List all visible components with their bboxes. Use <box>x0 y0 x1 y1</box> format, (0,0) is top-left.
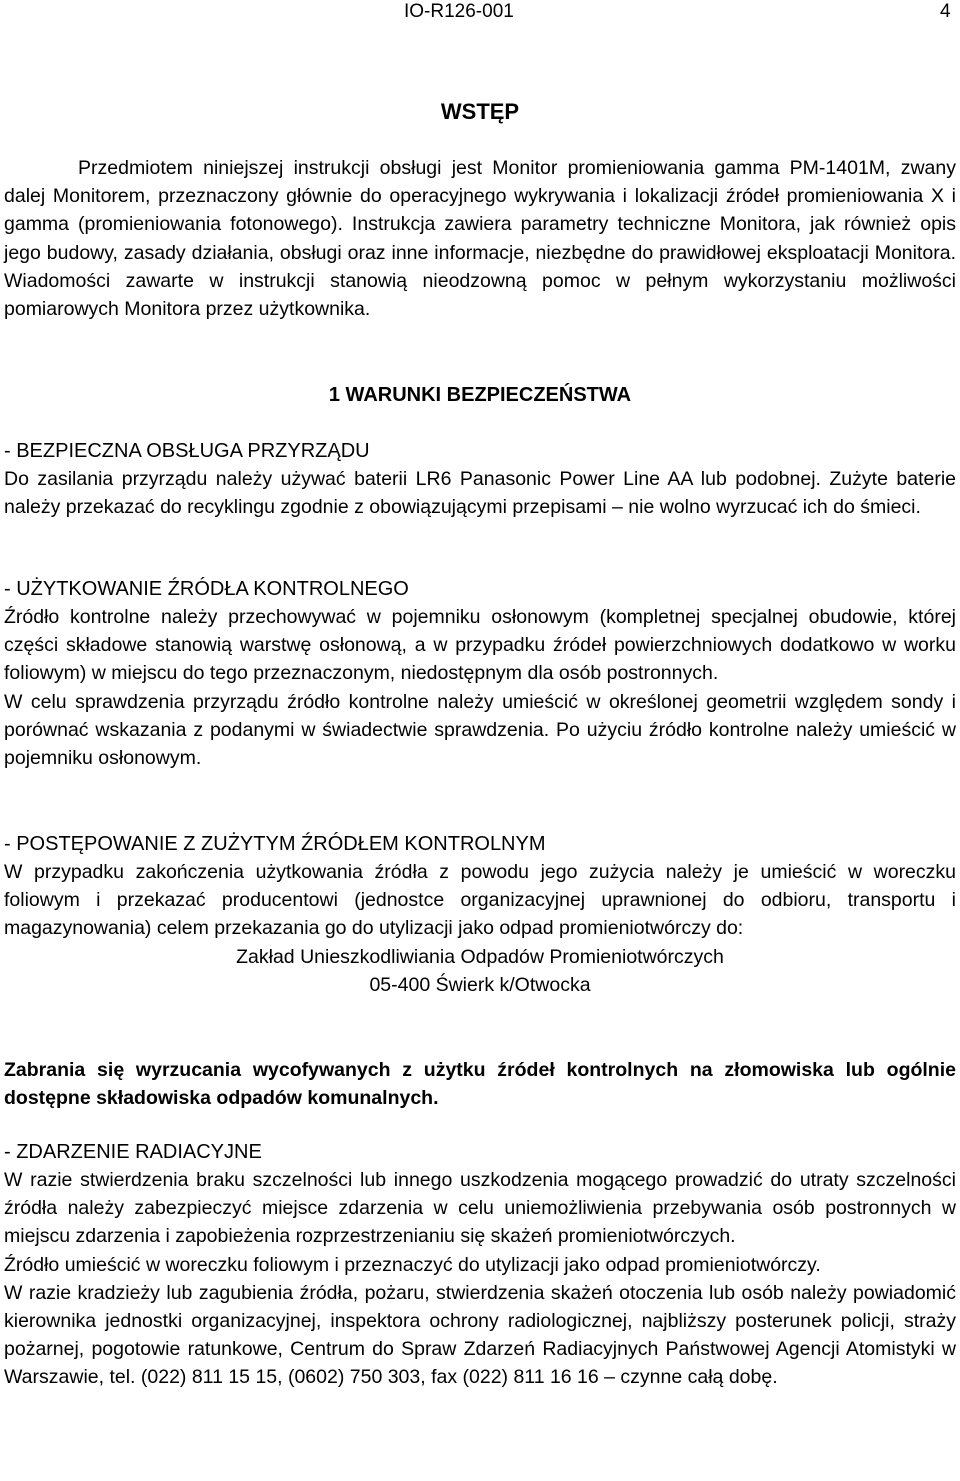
source-use-text-2: W celu sprawdzenia przyrządu źródło kontrolne należy umieścić w określonej geometrii względem sondy i porównać wskazania z podanymi w świadectwie sprawdzenia. Po użyciu źródło kontrolne należy umieścić w pojemniku osłonowym. <box>4 690 956 770</box>
device-handling-text: Do zasilania przyrządu należy używać baterii LR6 Panasonic Power Line AA lub podobnej. Zużyte baterie należy przekazać do recyklingu zgodnie z obowiązującymi przepisami – nie wolno wyrzucać ich do śmieci. <box>4 468 956 519</box>
device-handling-heading: - BEZPIECZNA OBSŁUGA PRZYRZĄDU <box>4 440 370 462</box>
radiation-event-text-1: W razie stwierdzenia braku szczelności lub innego uszkodzenia mogącego prowadzić do utraty szczelności źródła należy zabezpieczyć miejsce zdarzenia w celu uniemożliwienia przebywania osób postronnych w miejscu zdarzenia i zapobieżenia rozprzestrzenianiu się skażeń promieniotwórczych. <box>4 1169 956 1248</box>
used-source-section <box>4 830 956 999</box>
intro-paragraph: Przedmiotem niniejszej instrukcji obsługi jest Monitor promieniowania gamma PM-1401M, zwany dalej Monitorem, przeznaczony głównie do operacyjnego wykrywania i lokalizacji źródeł promieniowania X i gamma (promieniowania fotonowego). Instrukcja zawiera parametry techniczne Monitora, jak również opis jego budowy, zasady działania, obsługi oraz inne informacje, niezbędne do prawidłowej eksploatacji Monitora. Wiadomości zawarte w instrukcji stanowią nieodzowną pomoc w pełnym wykorzystaniu możliwości pomiarowych Monitora przez użytkownika. <box>4 157 956 321</box>
disposal-warning: Zabrania się wyrzucania wycofywanych z użytku źródeł kontrolnych na złomowiska lub ogólnie dostępne składowiska odpadów komunalnych. <box>4 1059 956 1110</box>
document-code: IO-R126-001 <box>404 1 514 22</box>
page-number: 4 <box>940 1 951 22</box>
device-handling-section <box>4 437 956 521</box>
used-source-text: W przypadku zakończenia użytkowania źródła z powodu jego zużycia należy je umieścić w woreczku foliowym i przekazać producentowi (jednostce organizacyjnej uprawnionej do odbioru, transportu i magazynowania) celem przekazania go do utylizacji jako odpad promieniotwórczy do: <box>4 861 956 940</box>
intro-title: WSTĘP <box>440 99 520 124</box>
safety-section-title: 1 WARUNKI BEZPIECZEŃSTWA <box>328 384 632 406</box>
radiation-event-text-3: W razie kradzieży lub zagubienia źródła, pożaru, stwierdzenia skażeń otoczenia lub osób należy powiadomić kierownika jednostki organizacyjnej, inspektora ochrony radiologicznej, najbliższy posterunek policji, straży pożarnej, pogotowie ratunkowe, Centrum do Spraw Zdarzeń Radiacyjnych Państwowej Agencji Atomistyki w Warszawie, tel. (022) 811 15 15, (0602) 750 303, fax (022) 811 16 16 – czynne całą dobę. <box>4 1281 956 1389</box>
intro-section <box>4 154 956 323</box>
address-line-2: 05-400 Świerk k/Otwocka <box>369 973 591 996</box>
source-use-text-1: Źródło kontrolne należy przechowywać w pojemniku osłonowym (kompletnej specjalnej obudowie, której części składowe stanowią warstwę osłonową, a w przypadku źródeł powierzchniowych dodatkowo w worku foliowym) w miejscu do tego przeznaczonym, niedostępnym dla osób postronnych. <box>4 606 956 685</box>
source-use-section <box>4 575 956 772</box>
radiation-event-section <box>4 1138 956 1392</box>
address-line-1: Zakład Unieszkodliwiania Odpadów Promieniotwórczych <box>236 945 724 968</box>
disposal-warning-section <box>4 1056 956 1113</box>
used-source-heading: - POSTĘPOWANIE Z ZUŻYTYM ŹRÓDŁEM KONTROLNYM <box>4 833 546 855</box>
radiation-event-heading: - ZDARZENIE RADIACYJNE <box>4 1141 262 1163</box>
source-use-heading: - UŻYTKOWANIE ŹRÓDŁA KONTROLNEGO <box>4 578 409 600</box>
radiation-event-text-2: Źródło umieścić w woreczku foliowym i przeznaczyć do utylizacji jako odpad promieniotwórczy. <box>4 1253 821 1276</box>
